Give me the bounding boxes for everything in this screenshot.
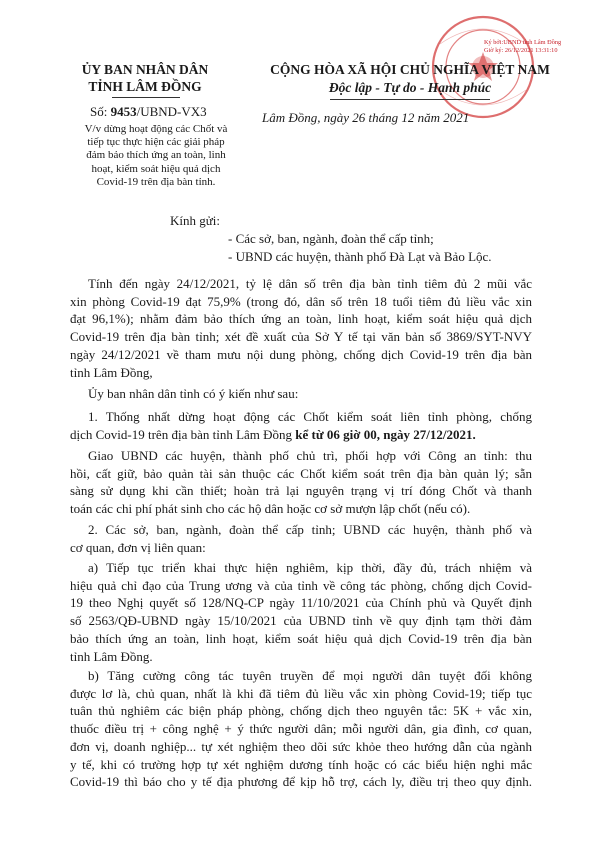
text-line: 2. Các sở, ban, ngành, đoàn thể cấp tỉnh; UBND các huyện, thành phố và [88, 522, 532, 537]
effective-time: kể từ 06 giờ 00, ngày 27/12/2021 [295, 426, 473, 442]
paragraph-item-1 [70, 408, 532, 443]
text-line: y tế, khi có trường hợp tự xét nghiệm dương tính hoặc có các biểu hiện nghi mắc [70, 756, 532, 772]
text-line: ngày 24/12/2021 về tham mưu nội dung phòng, chống dịch Covid-19 trên địa bàn [70, 346, 532, 362]
text-line: a) Tiếp tục triển khai thực hiện nghiêm, kịp thời, đầy đủ, trách nhiệm và [88, 560, 532, 575]
document-subject [68, 123, 244, 189]
document-number-suffix: /UBND-VX3 [136, 104, 207, 119]
text-line: sàng sử dụng khi cần thiết; hoàn trả lại nguyên trạng vị trí đóng Chốt và thanh [70, 483, 532, 499]
text-line: tuân thủ nghiêm các biện pháp phòng, chống dịch theo nguyên tắc: 5K + vắc xin, [70, 703, 532, 719]
recipients-greeting: Kính gửi: [170, 213, 221, 228]
signature-info [484, 39, 561, 54]
text-line: xin phòng Covid-19 đạt 75,9% (trong đó, dân số trên 18 tuổi tiêm đủ liều vắc xin [70, 293, 532, 309]
text-line: tỉnh Lâm Đồng. [70, 648, 153, 664]
text-line: được lơ là, chủ quan, nhất là khi đã tiêm đủ liều vắc xin phòng Covid-19; tiếp tục [70, 685, 532, 701]
recipient-item: - UBND các huyện, thành phố Đà Lạt và Bảo Lộc. [228, 249, 492, 264]
subject-line: Covid-19 trên địa bàn tỉnh. [96, 175, 216, 188]
text-line: hồi, cất giữ, bảo quản tài sản thuộc các Chốt kiểm soát trên địa bàn quản lý; sẵn [70, 465, 532, 481]
text-line: Giao UBND các huyện, thành phố chủ trì, phối hợp với Công an tỉnh: thu [88, 448, 532, 463]
text-line: Covid-19 trên địa bàn tỉnh; xét đề xuất của Sở Y tế tại văn bản số 3869/SYT-NVY [70, 329, 532, 345]
text-line: toán các chi phí phát sinh cho các hộ dân hoặc cơ sở mượn lập chốt (nếu có). [70, 501, 471, 517]
paragraph-item-2a [70, 559, 532, 665]
text-line: tỉnh Lâm Đồng, [70, 364, 153, 380]
text-line: hiệu quả chỉ đạo của Trung ương và của tỉnh về công tác phòng, chống dịch Covid- [70, 577, 532, 593]
signature-time: Giờ ký: 26/12/2021 13:31:10 [484, 46, 558, 54]
recipient-item: - Các sở, ban, ngành, đoàn thể cấp tỉnh; [228, 231, 434, 246]
paragraph-assignment [70, 447, 532, 518]
text-line: Covid-19 thì báo cho y tế địa phương để kịp hỗ trợ, cách ly, điều trị theo quy định. [70, 774, 532, 790]
national-motto: Độc lập - Tự do - Hạnh phúc [328, 80, 492, 95]
subject-line: hoạt, kiểm soát hiệu quả dịch [91, 162, 221, 175]
paragraph-opinion [70, 385, 532, 403]
subject-line: V/v dừng hoạt động các Chốt và [84, 123, 228, 135]
text-line: 1. Thống nhất dừng hoạt động các Chốt kiểm soát liên tỉnh phòng, chống [88, 409, 532, 424]
text-line: đơn vị, doanh nghiệp... tự xét nghiệm theo dõi sức khỏe theo hướng dẫn của ngành [70, 738, 532, 754]
paragraph-context [70, 275, 532, 381]
text-line: 19 theo Nghị quyết số 128/NQ-CP ngày 11/10/2021 của Chính phủ và Quyết định [70, 595, 532, 611]
text-line: số 2563/QĐ-UBND ngày 15/10/2021 của UBND tỉnh về quy định tạm thời đảm [70, 613, 532, 629]
text-line: Tính đến ngày 24/12/2021, tỷ lệ dân số trên địa bàn tỉnh tiêm đủ 2 mũi vắc [88, 276, 532, 291]
text-line: bảo thích ứng an toàn, linh hoạt, kiểm soát hiệu quả dịch Covid-19 trên địa bàn [70, 630, 532, 646]
text-line-normal: dịch Covid-19 trên địa bàn tỉnh Lâm Đồng [70, 426, 296, 442]
text-line: Ủy ban nhân dân tỉnh có ý kiến như sau: [88, 386, 299, 401]
national-title: CỘNG HÒA XÃ HỘI CHỦ NGHĨA VIỆT NAM [270, 62, 550, 77]
subject-line: đảm bảo thích ứng an toàn, linh [86, 149, 226, 162]
text-line: thuốc điều trị + công nghệ + ý thức người dân; mỗi người dân, gia đình, cơ quan, [70, 721, 532, 737]
paragraph-item-2 [70, 521, 532, 556]
text-line: b) Tăng cường công tác tuyên truyền để mọi người dân tuyệt đối không [88, 668, 532, 683]
header-right-divider [330, 99, 490, 100]
text-line [70, 426, 532, 444]
paragraph-item-2b [70, 667, 532, 791]
issuing-organization-line1: ỦY BAN NHÂN DÂN [81, 62, 209, 77]
document-number-value: 9453 [110, 104, 137, 119]
document-number-prefix: Số: [90, 104, 108, 119]
document-number [90, 104, 207, 120]
header-left-divider [112, 97, 180, 98]
text-line-end: . [472, 426, 476, 442]
text-line: đạt 96,1%); nhằm đảm bảo thích ứng an toàn, linh hoạt, kiểm soát hiệu quả dịch [70, 311, 532, 327]
text-line: cơ quan, đơn vị liên quan: [70, 539, 206, 555]
subject-line: tiếp tục thực hiện các giải pháp [87, 136, 225, 149]
document-date: Lâm Đồng, ngày 26 tháng 12 năm 2021 [262, 110, 470, 125]
issuing-organization-line2: TỈNH LÂM ĐỒNG [88, 79, 202, 94]
signature-signer: Ký bởi:UBND tỉnh Lâm Đồng [484, 39, 562, 46]
